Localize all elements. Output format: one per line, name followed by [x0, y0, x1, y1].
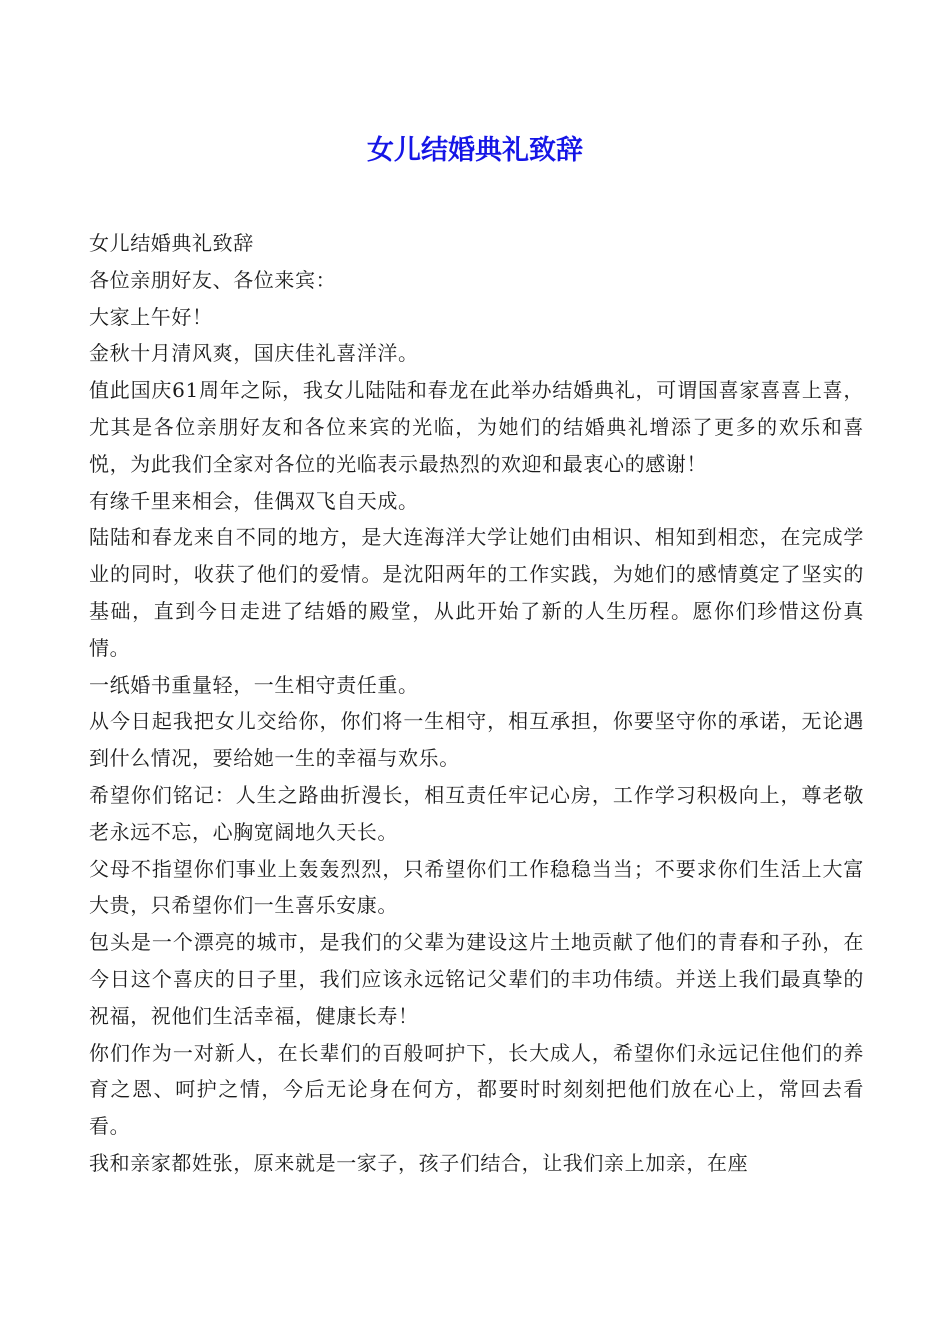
paragraph: 我和亲家都姓张，原来就是一家子，孩子们结合，让我们亲上加亲，在座: [89, 1150, 749, 1175]
paragraph: 你们作为一对新人，在长辈们的百般呵护下，长大成人，希望你们永远记住他们的养育之恩、呵护之情，今后无论身在何方，都要时时刻刻把他们放在心上，常回去看看。: [89, 1040, 864, 1139]
paragraph: 父母不指望你们事业上轰轰烈烈，只希望你们工作稳稳当当；不要求你们生活上大富大贵，只希望你们一生喜乐安康。: [89, 856, 864, 918]
paragraph: 各位亲朋好友、各位来宾：: [89, 267, 337, 292]
paragraph: 有缘千里来相会，佳偶双飞自天成。: [89, 488, 419, 513]
paragraph: 女儿结婚典礼致辞: [89, 231, 254, 255]
document-title: 女儿结婚典礼致辞: [367, 135, 583, 166]
paragraph: 值此国庆61周年之际，我女儿陆陆和春龙在此举办结婚典礼，可谓国喜家喜喜上喜，尤其是各位亲朋好友和各位来宾的光临，为她们的结婚典礼增添了更多的欢乐和喜悦，为此我们全家对各位的光临表示最热烈的欢迎和最衷心的感谢！: [89, 378, 864, 476]
paragraph: 希望你们铭记：人生之路曲折漫长，相互责任牢记心房，工作学习积极向上，尊老敬老永远不忘，心胸宽阔地久天长。: [89, 782, 864, 844]
paragraph: 包头是一个漂亮的城市，是我们的父辈为建设这片土地贡献了他们的青春和子孙，在今日这个喜庆的日子里，我们应该永远铭记父辈们的丰功伟绩。并送上我们最真挚的祝福，祝他们生活幸福，健康长寿！: [89, 930, 864, 1028]
paragraph: 一纸婚书重量轻，一生相守责任重。: [89, 672, 419, 697]
document-body: [89, 225, 864, 1182]
paragraph: 金秋十月清风爽，国庆佳礼喜洋洋。: [89, 341, 419, 366]
paragraph: 大家上午好！: [89, 304, 213, 329]
paragraph: 陆陆和春龙来自不同的地方，是大连海洋大学让她们由相识、相知到相恋，在完成学业的同时，收获了他们的爱情。是沈阳两年的工作实践，为她们的感情奠定了坚实的基础，直到今日走进了结婚的殿堂，从此开始了新的人生历程。愿你们珍惜这份真情。: [89, 525, 864, 660]
paragraph: 从今日起我把女儿交给你，你们将一生相守，相互承担，你要坚守你的承诺，无论遇到什么情况，要给她一生的幸福与欢乐。: [89, 709, 864, 771]
